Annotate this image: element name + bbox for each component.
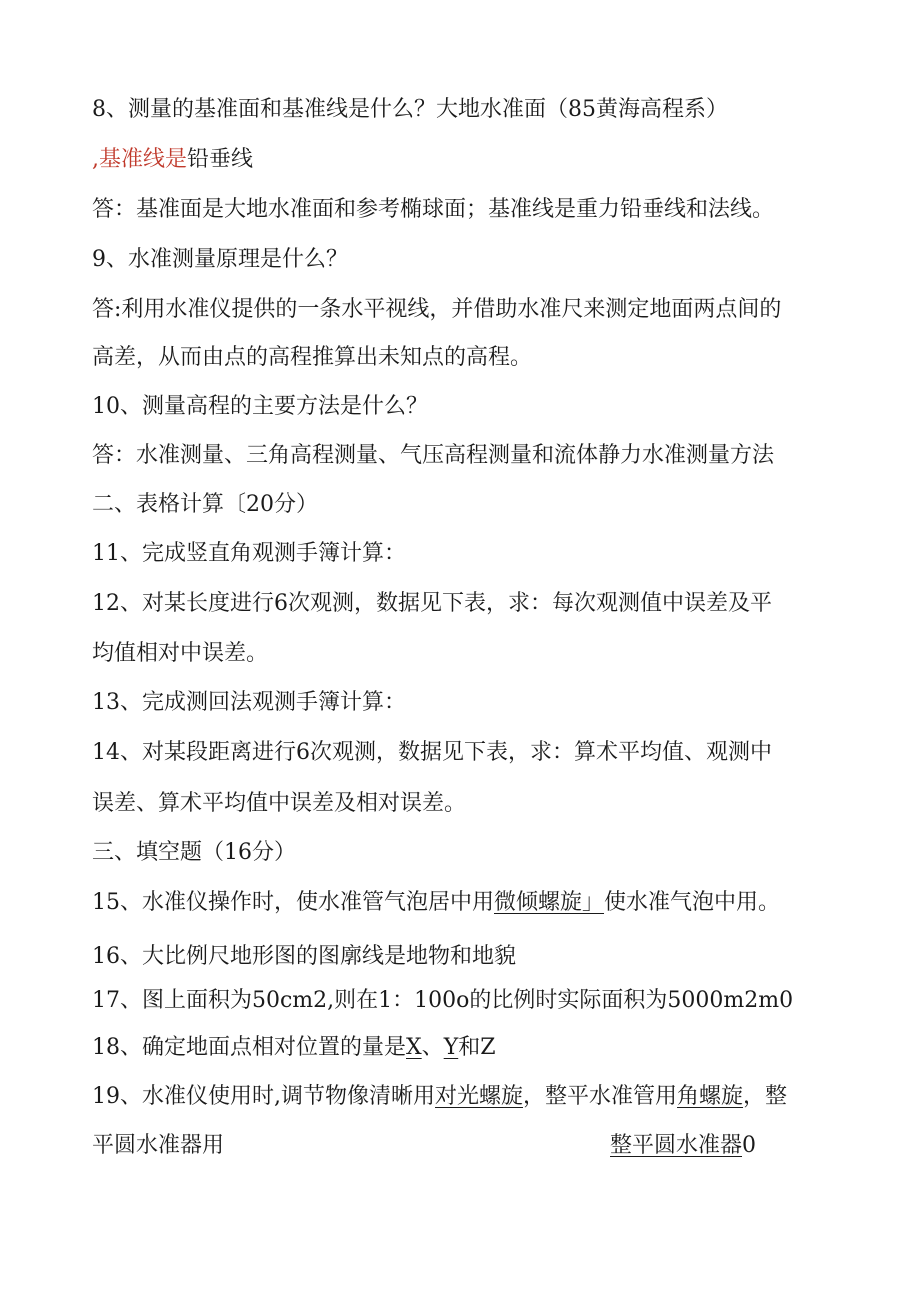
question-19-blank-2: 角螺旋 <box>677 1084 744 1109</box>
question-15-blank: 微倾螺旋」 <box>494 890 605 915</box>
question-9-answer-line2: 高差，从而由点的高程推算出未知点的高程。 <box>92 345 533 370</box>
question-16: 16、大比例尺地形图的图廓线是地物和地貌 <box>92 944 516 969</box>
question-18-blank-y: Y <box>443 1035 459 1060</box>
question-14-line2: 误差、算术平均值中误差及相对误差。 <box>92 791 467 816</box>
question-10-answer: 答：水准测量、三角高程测量、气压高程测量和流体静力水准测量方法 <box>92 443 775 468</box>
question-12-line1: 12、对某长度进行6次观测，数据见下表，求：每次观测值中误差及平 <box>92 591 772 616</box>
question-8-note-red: ,基准线是 <box>92 147 187 172</box>
question-19-line2 <box>92 1131 860 1161</box>
question-9-answer-line1: 答:利用水准仪提供的一条水平视线，并借助水准尺来测定地面两点间的 <box>92 297 782 322</box>
question-18-blank-z: Z <box>480 1035 496 1060</box>
question-19-line2-prefix: 平圆水准器用 <box>92 1133 225 1158</box>
question-14-line1: 14、对某段距离进行6次观测，数据见下表，求：算术平均值、观测中 <box>92 740 772 765</box>
question-18-prefix: 18、确定地面点相对位置的量是 <box>92 1035 406 1060</box>
question-8-answer: 答：基准面是大地水准面和参考椭球面；基准线是重力铅垂线和法线。 <box>92 197 775 222</box>
question-13: 13、完成测回法观测手簿计算： <box>92 690 406 715</box>
section-3-heading: 三、填空题（16分） <box>92 840 296 865</box>
question-18-and: 和 <box>458 1035 481 1060</box>
question-19-middle: ，整平水准管用 <box>523 1084 678 1109</box>
question-10-title: 10、测量高程的主要方法是什么？ <box>92 394 428 419</box>
section-2-heading: 二、表格计算〔20分） <box>92 492 318 517</box>
question-17: 17、图上面积为50cm2,则在1：100o的比例时实际面积为5000m2m0 <box>92 988 794 1013</box>
question-8-note-tail: 铅垂线 <box>187 147 254 172</box>
question-18-blank-x: X <box>406 1035 422 1060</box>
question-15-prefix: 15、水准仪操作时，使水准管气泡居中用 <box>92 890 494 915</box>
question-12-line2: 均值相对中误差。 <box>92 641 269 666</box>
question-18 <box>92 1033 860 1063</box>
question-11: 11、完成竖直角观测手簿计算： <box>92 541 406 566</box>
question-19-line2-answer <box>610 1131 756 1161</box>
question-19-suffix: ，整 <box>743 1084 788 1109</box>
question-19-line2-suffix: 0 <box>742 1133 757 1158</box>
question-15-suffix: 使水准气泡中用。 <box>604 890 781 915</box>
question-19-blank-3: 整平圆水准器 <box>610 1133 743 1158</box>
question-9-title: 9、水准测量原理是什么？ <box>92 247 348 272</box>
question-8-note <box>92 145 860 175</box>
question-19-blank-1: 对光螺旋 <box>435 1084 524 1109</box>
question-8-title: 8、测量的基准面和基准线是什么？大地水准面（85黄海高程系） <box>92 97 728 122</box>
question-18-separator: 、 <box>421 1035 444 1060</box>
question-19-prefix: 19、水准仪使用时,调节物像清晰用 <box>92 1084 435 1109</box>
question-15 <box>92 888 860 918</box>
question-19-line1 <box>92 1082 860 1112</box>
